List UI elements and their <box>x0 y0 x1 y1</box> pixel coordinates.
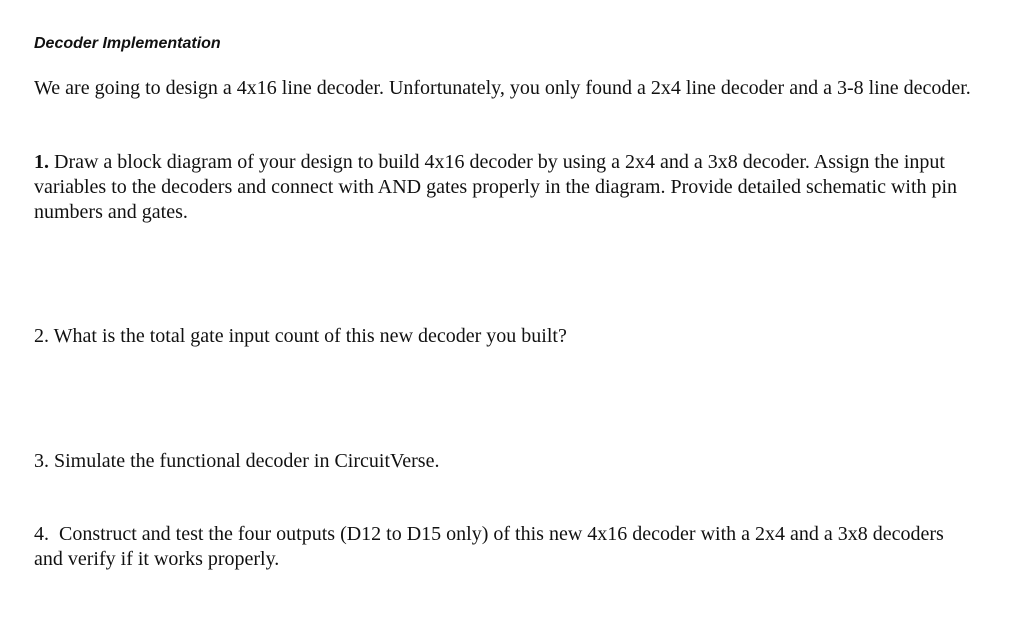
intro-paragraph: We are going to design a 4x16 line decoder. Unfortunately, you only found a 2x4 line decoder and a 3-8 line decoder. <box>34 77 971 99</box>
question-3-number: 3. <box>34 450 49 472</box>
question-2-text: What is the total gate input count of this new decoder you built? <box>53 325 567 347</box>
question-1-text: Draw a block diagram of your design to build 4x16 decoder by using a 2x4 and a 3x8 decoder. Assign the input variables to the decoders and connect with AND gates properly in the diagram. Provide detailed schematic with pin numbers and gates. <box>34 151 958 223</box>
question-1 <box>34 150 974 225</box>
question-2-number: 2. <box>34 325 49 347</box>
question-2 <box>34 324 974 349</box>
question-1-number: 1. <box>34 151 49 173</box>
question-4-text: Construct and test the four outputs (D12 to D15 only) of this new 4x16 decoder with a 2x4 and a 3x8 decoders and verify if it works properly. <box>34 523 944 570</box>
question-4-number: 4. <box>34 523 49 545</box>
question-3 <box>34 449 974 474</box>
document-title: Decoder Implementation <box>34 35 221 52</box>
question-4 <box>34 522 974 572</box>
question-3-text: Simulate the functional decoder in CircuitVerse. <box>54 450 440 472</box>
